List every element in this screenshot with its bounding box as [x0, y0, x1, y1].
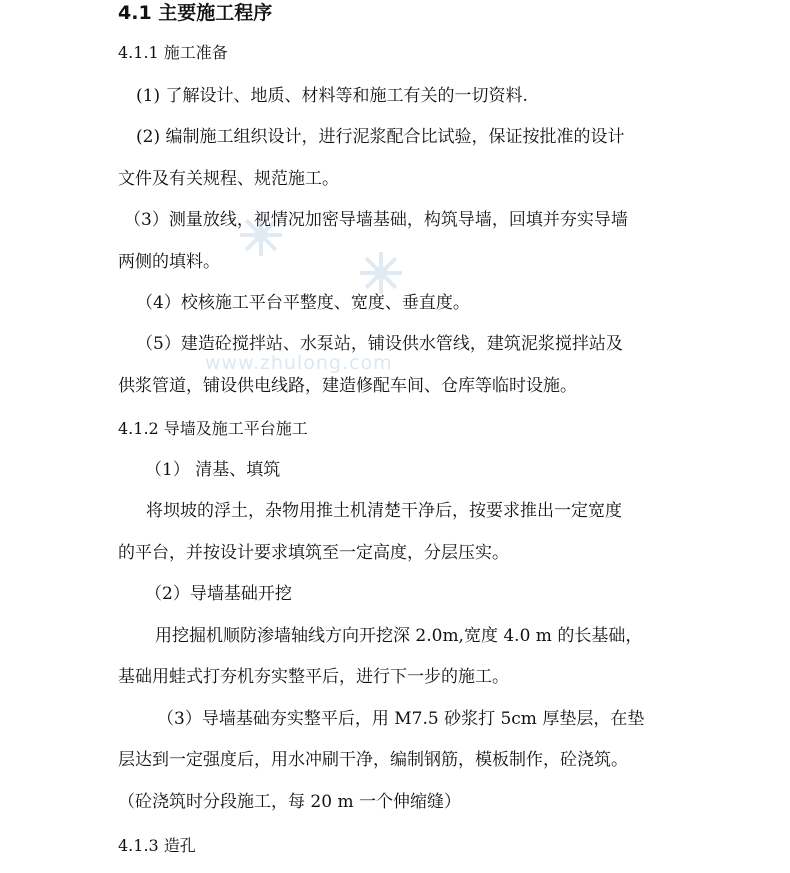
paragraph-line: 用挖掘机顺防渗墙轴线方向开挖深 2.0m,宽度 4.0 m 的长基础，: [155, 626, 643, 646]
paragraph-line: 两侧的填料。: [118, 252, 220, 272]
paragraph-line: 供浆管道，铺设供电线路，建造修配车间、仓库等临时设施。: [118, 376, 577, 396]
paragraph-line: （4）校核施工平台平整度、宽度、垂直度。: [136, 293, 470, 313]
watermark-text: www.zhulong.com: [205, 352, 393, 374]
subsection-title-4-1-3: 4.1.3 造孔: [118, 836, 196, 855]
paragraph-line: 基础用蛙式打夯机夯实整平后，进行下一步的施工。: [118, 667, 509, 687]
subsection-title-4-1-2: 4.1.2 导墙及施工平台施工: [118, 419, 308, 438]
paragraph-line: (2) 编制施工组织设计，进行泥浆配合比试验，保证按批准的设计: [136, 127, 625, 147]
paragraph-line: （砼浇筑时分段施工，每 20 m 一个伸缩缝）: [118, 792, 461, 812]
paragraph-line: 文件及有关规程、规范施工。: [118, 169, 339, 189]
paragraph-line: （3）导墙基础夯实整平后，用 M7.5 砂浆打 5cm 厚垫层，在垫: [157, 709, 645, 729]
subsection-title-4-1-1: 4.1.1 施工准备: [118, 43, 228, 62]
paragraph-line: （5）建造砼搅拌站、水泵站，铺设供水管线，建筑泥浆搅拌站及: [136, 334, 623, 354]
paragraph-line: 层达到一定强度后，用水冲刷干净，编制钢筋，模板制作，砼浇筑。: [118, 750, 628, 770]
paragraph-line: （2）导墙基础开挖: [145, 584, 292, 604]
paragraph-line: 的平台，并按设计要求填筑至一定高度，分层压实。: [118, 543, 509, 563]
paragraph-line: 将坝坡的浮土，杂物用推土机清楚干净后，按要求推出一定宽度: [146, 501, 622, 521]
paragraph-line: （3）测量放线，视情况加密导墙基础，构筑导墙，回填并夯实导墙: [124, 210, 628, 230]
watermark-logo-icon: [358, 250, 404, 296]
section-heading: 4.1 主要施工程序: [118, 2, 273, 24]
paragraph-line: (1) 了解设计、地质、材料等和施工有关的一切资料.: [136, 86, 528, 106]
paragraph-line: （1） 清基、填筑: [145, 460, 281, 480]
